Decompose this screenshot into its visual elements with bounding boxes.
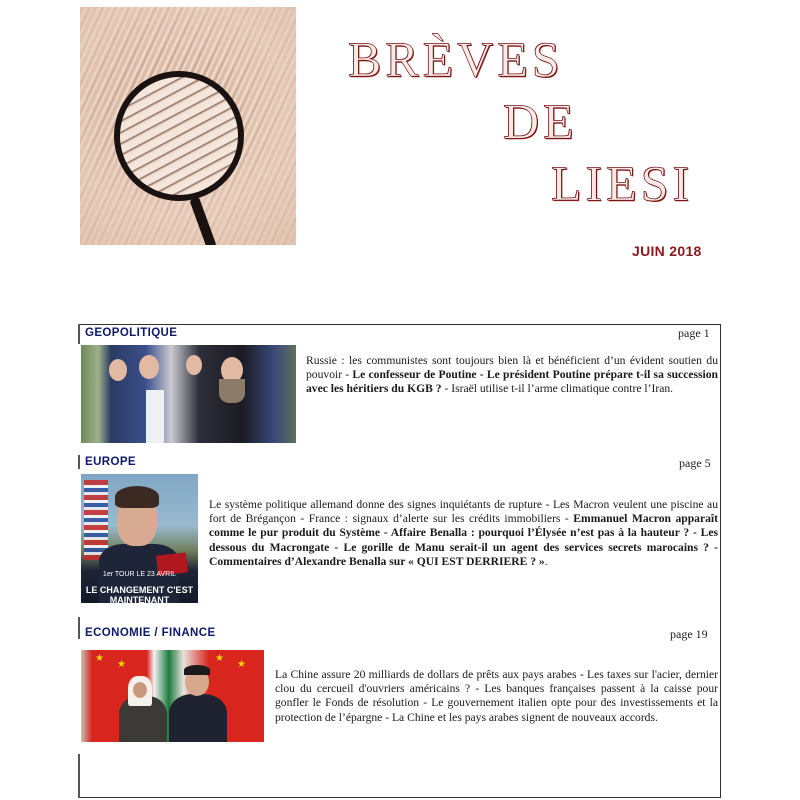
page-ref-geopolitique[interactable]: page 1 <box>678 326 710 340</box>
white-shirt <box>146 390 164 443</box>
person-face <box>133 682 147 698</box>
box-left-border-segment <box>78 617 80 639</box>
summary-segment: Russie : les communistes sont toujours bien là et bénéficient d’un évident soutien du pouvoir - <box>306 354 718 382</box>
economie-finance-summary <box>275 668 718 725</box>
summary-segment: - Israël utilise t-il l’arme climatique contre l’Iran. <box>441 382 674 396</box>
hair <box>184 665 210 675</box>
star-icon: ★ <box>237 659 246 670</box>
europe-summary <box>209 498 718 569</box>
cover-caption: LE CHANGEMENT C'EST MAINTENANT <box>85 585 194 603</box>
section-heading-europe[interactable]: EUROPE <box>85 456 136 468</box>
summary-segment-bold[interactable]: Emmanuel Macron apparaît comme le pur produit du Système - Affaire Benalla : pourquoi l’Élysée n’est pas à la hauteur ? - Les dessous du Macrongate - Le gorille de Manu serait-il un agent des services secrets marocains ? - Commentaires d’Alexandre Benalla sur « QUI EST DERRIERE ? » <box>209 512 718 568</box>
beard <box>219 379 245 403</box>
box-left-border-segment <box>78 754 80 798</box>
title-line-1: BRÈVES <box>348 31 564 87</box>
economie-finance-photo <box>81 650 264 742</box>
box-left-border-segment <box>78 455 80 469</box>
person-face <box>139 355 159 379</box>
section-heading-economie-finance[interactable]: ECONOMIE / FINANCE <box>85 627 216 639</box>
person-right <box>169 694 227 742</box>
star-icon: ★ <box>215 653 224 664</box>
star-icon: ★ <box>95 653 104 664</box>
title-line-2: DE <box>503 93 578 149</box>
section-heading-geopolitique[interactable]: GEOPOLITIQUE <box>85 327 178 339</box>
person-face <box>186 355 202 375</box>
cover-image-magnifying-glass <box>80 7 296 245</box>
geopolitique-photo <box>81 345 296 443</box>
person-face <box>109 359 127 381</box>
star-icon: ★ <box>117 659 126 670</box>
page-ref-europe[interactable]: page 5 <box>679 456 711 470</box>
europe-photo <box>81 474 198 603</box>
cover-caption-small: 1er TOUR LE 23 AVRIL <box>102 571 177 578</box>
page-ref-economie-finance[interactable]: page 19 <box>670 627 708 641</box>
box-left-border-segment <box>78 324 80 344</box>
issue-date: JUIN 2018 <box>632 243 702 259</box>
hair <box>115 486 159 508</box>
summary-segment: La Chine assure 20 milliards de dollars de prêts aux pays arabes - Les taxes sur l'acier, dernier clou du cercueil d'ouvriers américains ? - Les banques françaises passent à la caisse pour gonfler le Fonds de résolution - Le gouvernement italien opte pour des investissements et la protection de l’épargne - La Chine et les pays arabes signent de nouveaux accords. <box>275 668 718 724</box>
summary-segment-bold[interactable]: Le confesseur de Poutine - Le président Poutine prépare t-il sa succession avec les héritiers du KGB ? <box>306 368 718 396</box>
title-line-3: LIESI <box>551 155 694 211</box>
geopolitique-summary <box>306 354 718 397</box>
summary-segment: . <box>544 554 548 568</box>
media-logos <box>84 480 108 560</box>
summary-segment: Le système politique allemand donne des signes inquiétants de rupture - Les Macron veulent une piscine au fort de Brégançon - France : signaux d’alerte sur les crédits immobiliers - <box>209 498 718 526</box>
